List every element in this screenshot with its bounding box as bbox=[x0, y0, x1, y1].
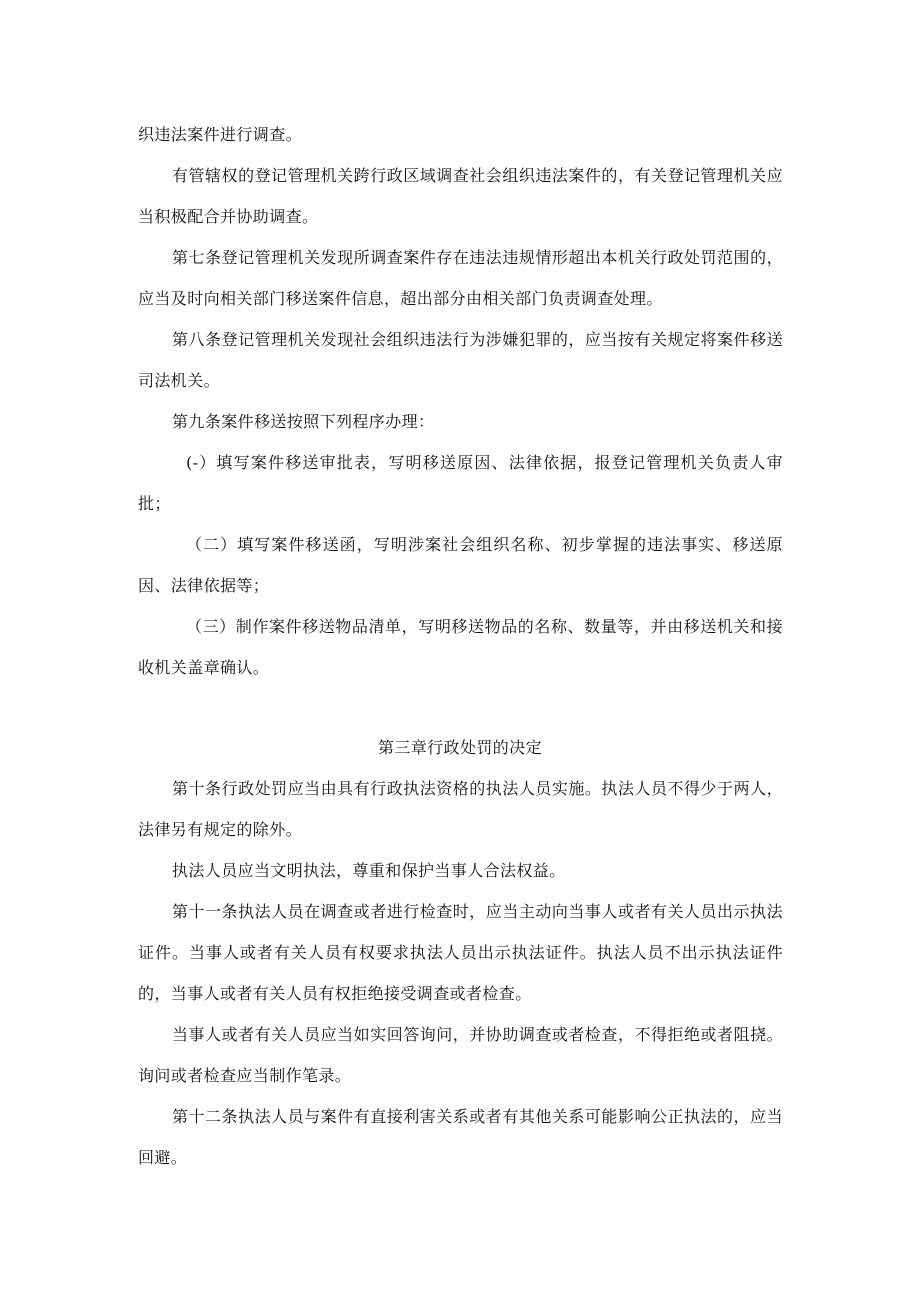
paragraph-continuation: 织违法案件进行调查。 bbox=[138, 125, 303, 144]
paragraph-cooperation: 当事人或者有关人员应当如实回答询问，并协助调查或者检查，不得拒绝或者阻挠。询问或者检查应当制作笔录。 bbox=[138, 1025, 783, 1085]
paragraph-item-2: （二）填写案件移送函，写明涉案社会组织名称、初步掌握的违法事实、移送原因、法律依据等； bbox=[138, 535, 783, 595]
paragraph-article-12: 第十二条执法人员与案件有直接利害关系或者有其他关系可能影响公正执法的，应当回避。 bbox=[138, 1107, 783, 1167]
paragraph-item-3: （三）制作案件移送物品清单，写明移送物品的名称、数量等，并由移送机关和接收机关盖章确认。 bbox=[138, 617, 783, 677]
paragraph-article-8: 第八条登记管理机关发现社会组织违法行为涉嫌犯罪的，应当按有关规定将案件移送司法机关。 bbox=[138, 330, 783, 390]
paragraph-civil-enforcement: 执法人员应当文明执法，尊重和保护当事人合法权益。 bbox=[172, 861, 566, 880]
paragraph-cross-region-investigation: 有管辖权的登记管理机关跨行政区域调查社会组织违法案件的，有关登记管理机关应当积极配合并协助调查。 bbox=[138, 166, 783, 226]
paragraph-article-11: 第十一条执法人员在调查或者进行检查时，应当主动向当事人或者有关人员出示执法证件。当事人或者有关人员有权要求执法人员出示执法证件。执法人员不出示执法证件的，当事人或者有关人员有权拒绝接受调查或者检查。 bbox=[138, 902, 783, 1003]
paragraph-article-9: 第九条案件移送按照下列程序办理： bbox=[172, 412, 435, 431]
chapter-heading: 第三章行政处罚的决定 bbox=[377, 738, 542, 757]
paragraph-article-7: 第七条登记管理机关发现所调查案件存在违法违规情形超出本机关行政处罚范围的，应当及时向相关部门移送案件信息，超出部分由相关部门负责调查处理。 bbox=[138, 248, 783, 308]
paragraph-article-10: 第十条行政处罚应当由具有行政执法资格的执法人员实施。执法人员不得少于两人，法律另有规定的除外。 bbox=[138, 779, 783, 839]
paragraph-item-1: (-）填写案件移送审批表，写明移送原因、法律依据，报登记管理机关负责人审批； bbox=[138, 453, 783, 513]
